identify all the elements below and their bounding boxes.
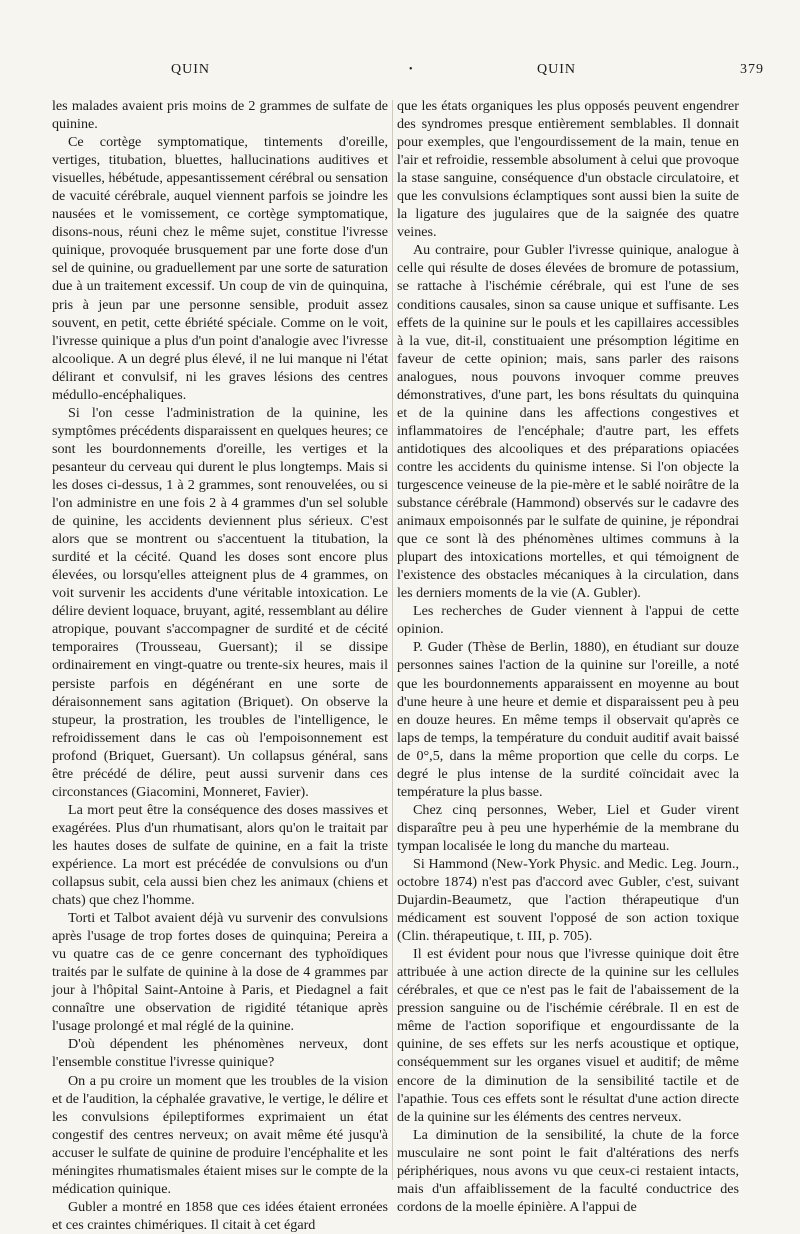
column-divider [392,100,393,1180]
paragraph: que les états organiques les plus opposés peuvent engendrer des syndromes presque entièrement semblables. Il donnait pour exemples, que l'engourdissement de la main, tenue en l'air et refroidie, ressemble absolument à celui que provoque la stase sanguine, conséquence d'un obstacle circulatoire, et que les convulsions éclamptiques sont aussi bien la suite de la ligature des jugulaires que de la saignée des quatre veines. [397,98,739,241]
paragraph: Les recherches de Guder viennent à l'appui de cette opinion. [397,603,739,638]
paragraph: Si l'on cesse l'administration de la quinine, les symptômes précédents disparaissent en quelques heures; ce sont les bourdonnements d'oreille, les vertiges et la pesanteur du cerveau qui durent le plus longtemps. Mais si les doses ci-dessus, 1 à 2 grammes, sont renouvelées, ou si l'on administre en une fois 2 à 4 grammes d'un sel soluble de quinine, les accidents deviennent plus sérieux. C'est alors que se montrent ou s'accentuent la titubation, la surdité et la cécité. Quand les doses sont encore plus élevées, ou lorsqu'elles atteignent plus de 4 grammes, on voit survenir les accidents d'une véritable intoxication. Le délire devient loquace, bruyant, agité, ressemblant au délire atropique, pouvant s'accompagner de surdité et de cécité temporaires (Trousseau, Guersant); il se dissipe ordinairement en vingt-quatre ou trente-six heures, mais il persiste parfois en dégénérant en une sorte de déraisonnement sans agitation (Briquet). On observe la stupeur, la prostration, les troubles de l'intelligence, le refroidissement dans le cas où l'empoisonnement est profond (Briquet, Guersant). Un collapsus général, sans être précédé de délire, peut aussi survenir dans ces circonstances (Giacomini, Monneret, Favier). [52,404,388,800]
running-header [0,62,800,84]
paragraph: P. Guder (Thèse de Berlin, 1880), en étudiant sur douze personnes saines l'action de la quinine sur l'oreille, a noté que les bourdonnements apparaissent en moyenne au bout d'une heure à une heure et demie et disparaissent peu à peu en douze heures. En même temps il observait qu'après ce laps de temps, la température du conduit auditif avait baissé de 0°,5, dans la même proportion que celle du corps. Le degré le plus intense de la surdité coïncidait avec la température la plus basse. [397,639,739,800]
paragraph: La mort peut être la conséquence des doses massives et exagérées. Plus d'un rhumatisant, alors qu'on le traitait par les hautes doses de sulfate de quinine, en a fait la triste expérience. La mort est précédée de convulsions ou d'un collapsus subit, cela aussi bien chez les animaux (chiens et chats) que chez l'homme. [52,801,388,909]
paragraph: On a pu croire un moment que les troubles de la vision et de l'audition, la céphalée gravative, le vertige, le délire et les convulsions épileptiformes exprimaient un état congestif des centres nerveux; on avait même été jusqu'à accuser le sulfate de quinine de produire l'encéphalite et les méningites rhumatismales étaient mises sur le compte de la médication quinique. [52,1072,388,1197]
paragraph: Si Hammond (New-York Physic. and Medic. Leg. Journ., octobre 1874) n'est pas d'accord avec Gubler, c'est, suivant Dujardin-Beaumetz, que l'action thérapeutique d'un médicament est souvent l'opposé de son action toxique (Clin. thérapeutique, t. III, p. 705). [397,855,739,945]
paragraph: Gubler a montré en 1858 que ces idées étaient erronées et ces craintes chimériques. Il citait à cet égard [52,1198,388,1233]
right-column [397,97,739,1216]
page-number: 379 [740,62,764,77]
paragraph: les malades avaient pris moins de 2 grammes de sulfate de quinine. [52,98,388,133]
paragraph: La diminution de la sensibilité, la chute de la force musculaire ne sont point le fait d'altérations des nerfs périphériques, nous avons vu que ceux-ci restaient intacts, mais d'un affaiblissement de la faculté conductrice des cordons de la moelle épinière. A l'appui de [397,1126,739,1215]
paragraph: Au contraire, pour Gubler l'ivresse quinique, analogue à celle qui résulte de doses élevées de bromure de potassium, se rattache à l'ischémie cérébrale, qui est l'une de ses conditions causales, sinon sa cause unique et suffisante. Les effets de la quinine sur le pouls et les capillaires accessibles à la vue, dit-il, constituaient une présomption légitime en faveur de cette opinion; mais, sans parler des raisons analogues, nous pouvons invoquer comme preuves démonstratives, d'une part, les bons résultats du quinquina et de la quinine dans les affections congestives et inflammatoires de l'encéphale; d'autre part, les effets antidotiques des alcooliques et des préparations opiacées contre les accidents du quinisme intense. Si l'on objecte la turgescence veineuse de la pie-mère et le sablé noirâtre de la substance cérébrale (Hammond) observés sur le cadavre des animaux empoisonnés par le sulfate de quinine, je répondrai que ce sont là des phénomènes ultimes communs à la plupart des intoxications mortelles, et qui témoignent de l'existence des obstacles mécaniques à la circulation, dans les derniers moments de la vie (A. Gubler). [397,242,739,602]
paragraph: Chez cinq personnes, Weber, Liel et Guder virent disparaître peu à peu une hyperhémie de la membrane du tympan localisée le long du manche du marteau. [397,801,739,854]
header-right-title: QUIN [537,62,576,77]
paragraph: Ce cortège symptomatique, tintements d'oreille, vertiges, titubation, bluettes, hallucinations auditives et visuelles, hébétude, appesantissement cérébral ou sensation de vacuité cérébrale, auquel viennent parfois se joindre les nausées et le vomissement, ce cortège symptomatique, disons-nous, réuni chez le même sujet, constitue l'ivresse quinique, provoquée brusquement par une forte dose d'un sel de quinine, ou graduellement par une sorte de saturation due à un traitement excessif. Un coup de vin de quinquina, pris à jeun par une personne sensible, produit assez souvent, en petit, cette ébriété spéciale. Comme on le voit, l'ivresse quinique a plus d'un point d'analogie avec l'ivresse alcoolique. A un degré plus élevé, il ne lui manque ni l'état délirant et convulsif, ni les graves lésions des centres médullo-encéphaliques. [52,134,388,403]
paragraph: D'où dépendent les phénomènes nerveux, dont l'ensemble constitue l'ivresse quinique? [52,1036,388,1071]
paragraph: Torti et Talbot avaient déjà vu survenir des convulsions après l'usage de trop fortes doses de quinquina; Pereira a vu quatre cas de ce genre concernant des typhoïdiques traités par le sulfate de quinine à la dose de 4 grammes par jour à l'hôpital Saint-Antoine à Paris, et Piedagnel a fait connaître une observation de rigidité tétanique après l'usage prolongé et mal réglé de la quinine. [52,910,388,1035]
left-column [52,97,388,1234]
paragraph: Il est évident pour nous que l'ivresse quinique doit être attribuée à une action directe de la quinine sur les cellules cérébrales, et que ce n'est pas le fait de l'abaissement de la pression sanguine ou de l'ischémie cérébrale. Il en est de même de l'action soporifique et engourdissante de la quinine, de ses effets sur les nerfs acoustique et optique, conséquemment sur les organes visuel et auditif; de même encore de la diminution de la sensibilité tactile et de l'apathie. Tous ces effets sont le résultat d'une action directe de la quinine sur les éléments des centres nerveux. [397,946,739,1125]
header-left-title: QUIN [171,62,210,77]
header-separator: • [409,64,414,75]
